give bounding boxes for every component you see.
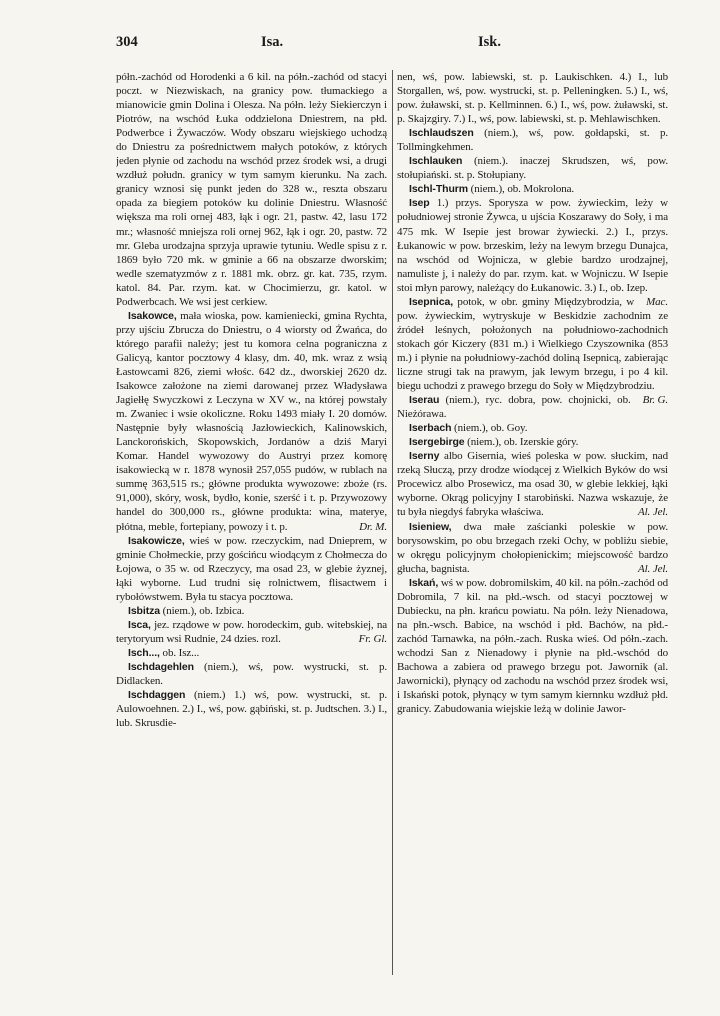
entry-headword: Ischlaudszen	[409, 127, 474, 140]
entry-headword: Isch...,	[128, 646, 160, 659]
entry-headword: Isieniew,	[409, 520, 452, 533]
entry-text: ob. Isz...	[159, 646, 200, 659]
entry	[116, 688, 387, 730]
entry-text: (niem.) 1.) wś, pow. wystrucki, st. p. Aulowoehnen. 2.) I., wś, pow. gąbiński, st. p. Judtschen. 3.) I., lub. Skrusdie-	[116, 689, 387, 730]
entry-signature: Fr. Gl.	[358, 632, 387, 645]
entry	[397, 421, 668, 435]
entry-signature: Dr. M.	[359, 520, 387, 533]
entry-text: (niem.), wś, pow. gołdapski, st. p. Tollmingkehmen.	[397, 127, 668, 154]
entry-text: (niem.), ob. Mokrolona.	[468, 183, 575, 196]
entry	[397, 393, 668, 421]
entry	[397, 182, 668, 196]
entry	[116, 604, 387, 618]
entry-text: wieś w pow. rzeczyckim, nad Dnieprem, w gminie Chołmeckie, przy gościńcu wiodącym z Chołmecza do Łojowa, o 35 w. od Rzeczycy, ma osad 23, w glebie żyznej, łąki wyborne. Lud trudni się rolnictwem, flisactwem i rybołówstwem. Była tu stacya pocztowa.	[116, 534, 387, 603]
right-column	[397, 70, 668, 1000]
entry-text: półn.-zachód od Horodenki a 6 kil. na półn.-zachód od stacyi poczt. w Niezwiskach, na granicy pow. tłumackiego a mianowicie gmin Dolina i Olesza. Na półn. leży Siekierczyn i Piotrów, na wschód Łuka oddzielona Dniestrem, na płd. Podwerbce i Żywaczów. Wody obszaru wiejskiego uchodzą do Dniestru za pośrednictwem małych potoków, z których jeden płynie od zachodu na wschód przez środek wsi, a drugi wzdłuż połudn. granicy w tym samym kierunku. Na zach. granicy wznosi się punkt jeden do 328 w., reszta obszaru opada za biegiem potoków ku dolinie Dniestru. Własność większa ma roli ornej 483, łąk i ogr. 21, pastw. 42, lasu 172 mr.; własność mniejsza roli ornej 962, łąk i ogr. 20, pastw. 72 mr. Gleba urodzajna sprzyja uprawie tytuniu. Wedle spisu z r. 1869 było 720 mk. w gminie a 66 na obszarze dworskim; wedle szematyzmów z r. 1881 mk. obrz. gr. kat. 735, rzym. katol. 84. Par. rzym. kat. w Chocimierzu, gr. katol. w Podwerbcach. We wsi jest cerkiew.	[116, 71, 387, 308]
entry-headword: Iskań,	[409, 576, 439, 589]
entry	[116, 534, 387, 604]
entry-headword: Isepnica,	[409, 295, 454, 308]
guide-word-right: Isk.	[478, 34, 501, 50]
entry	[397, 154, 668, 182]
entry	[116, 660, 387, 688]
entry	[397, 576, 668, 716]
entry	[397, 449, 668, 519]
entry-text: (niem.). inaczej Skrudszen, wś, pow. stołupiański. st. p. Stołupiany.	[397, 155, 668, 182]
entry-headword: Ischdaggen	[128, 689, 186, 702]
page-header	[116, 34, 656, 54]
entry-text: 1.) przys. Sporysza w pow. żywieckim, leży w południowej stronie Żywca, u ujścia Koszarawy do Soły, i ma 475 mk. W Isepie jest browar żywiecki. 2.) I., przys. Łukanowic w pow. brzeskim, leży na lewym brzegu Dunajca, na wschód od Wojnicza, w glebie bardzo urodzajnej, namuliste j, i należy do par. rzym. kat. w Wojniczu. W Isepie stoi młyn parowy, należący do Łukanowic. 3.) I., ob. Izep.	[397, 197, 668, 294]
entry-headword: Iserny	[409, 450, 440, 463]
entry-headword: Ischl-Thurm	[409, 183, 468, 196]
column-divider	[392, 70, 393, 975]
entry-text: albo Gisernia, wieś poleska w pow. słuckim, nad rzeką Słuczą, przy drodze wiodącej z Wielkich Byków do wsi Procewicz albo Prosewicz, ma osad 30, w glebie lekkiej, łąki wyborne. Okrąg policyjny I starobiński. Nazwa wskazuje, że tu była niegdyś fabryka właściwa.	[397, 450, 668, 519]
entry-headword: Iserau	[409, 394, 440, 407]
entry-headword: Isbitza	[128, 604, 160, 617]
guide-word-left: Isa.	[261, 34, 284, 50]
left-column	[116, 70, 387, 1000]
entry-signature: Al. Jel.	[637, 506, 668, 519]
entry	[397, 435, 668, 449]
entry	[116, 646, 387, 660]
entry-headword: Ischdagehlen	[128, 660, 194, 673]
entry	[397, 520, 668, 576]
entry-text: (niem.), wś, pow. wystrucki, st. p. Didlacken.	[116, 660, 387, 688]
entry-text: dwa małe zaścianki poleskie w pow. borysowskim, po obu brzegach rzeki Ochy, w pobliżu siebie, w okręgu policyjnym chołopienickim; miejscowość bardzo głucha, bagnista.	[397, 520, 668, 575]
entry-continuation	[116, 70, 387, 309]
page-number: 304	[116, 34, 138, 50]
entry-headword: Iserbach	[409, 422, 452, 435]
entry-headword: Isakowicze,	[128, 534, 185, 547]
entry-text: (niem.), ob. Goy.	[451, 422, 528, 435]
entry-headword: Isca,	[128, 618, 151, 631]
entry-continuation	[397, 70, 668, 126]
entry-headword: Isep	[409, 197, 430, 210]
entry-signature: Al. Jel.	[637, 562, 668, 575]
entry	[397, 126, 668, 154]
entry-text: (niem.), ob. Izbica.	[159, 604, 245, 617]
entry-headword: Isergebirge	[409, 436, 465, 449]
entry-text: nen, wś, pow. labiewski, st. p. Laukischken. 4.) I., lub Storgallen, wś, pow. wystrucki, st. p. Pelleningken. 5.) I., wś, pow. żuławski, st. p. Kellminnen. 6.) I., wś, pow. żuławski, st. p. Skajzgiry. 7.) I., wś, pow. labiewski, st. p. Mehlawischken.	[397, 71, 668, 126]
entry-text: wś w pow. dobromilskim, 40 kil. na półn.-zachód od Dobromila, 7 kil. na płd.-wsch. od stacyi pocztowej w Dubiecku, na płn. krańcu powiatu. Na półn. leży Nienadowa, na płn.-wsch. Babice, na wschód i płd. Bachów, na płd.-zachód Tarnawka, na półn.-zach. Ruska wieś. Od półn.-zach. wchodzi San z Nienadowy i płynie na płd.-wschód do Bachowa a zabiera od prawego brzegu pot. Jawornik (al. Jawornicki), płynący od zachodu na wschód przez środek wsi, i Iskański potok, płynący w tym samym kiernnku wzdłuż płd. granicy. Zabudowania wiejskie leżą w dolinie Jawor-	[397, 576, 668, 716]
entry-signature: Br. G.	[642, 394, 668, 407]
entry-text: (niem.), ob. Izerskie góry.	[464, 436, 579, 449]
entry-headword: Ischlauken	[409, 155, 463, 168]
entry-text: potok, w obr. gminy Międzybrodzia, w pow. żywieckim, wytryskuje w Beskidzie zachodnim ze źródeł leśnych, położonych na południowo-zachodnich stokach gór Kiczery (831 m.) i Wielkiego Czyszownika (853 m.) i płynie na południowy-zachód doliną Isepnicą, zabierając liczne strugi tak na prawym, jak lewym brzegu, i po 4 kil. biegu uchodzi z prawego brzegu do Soły w Międzybrodziu.	[397, 295, 668, 393]
entry-text: jez. rządowe w pow. horodeckim, gub. witebskiej, na terytoryum wsi Rudnie, 24 dzies. rozl.	[116, 618, 387, 645]
entry-headword: Isakowce,	[128, 309, 177, 322]
entry	[116, 618, 387, 646]
entry-signature: Mac.	[646, 295, 668, 308]
entry	[116, 309, 387, 534]
entry-text: (niem.), ryc. dobra, pow. chojnicki, ob. Nieżórawa.	[397, 394, 631, 421]
entry-text: mała wioska, pow. kamieniecki, gmina Rychta, przy ujściu Zbrucza do Dniestru, o 4 wiorsty od Żwańca, do którego parafii należy; jest tu komora celna pograniczna z Galicyą, kantor pocztowy 4 klasy, dm. 40, mk. wraz z wsią Łastowcami 826, ziemi włośc. 642 dz., dworskiej 2620 dz. Isakowce założone na ziemi darowanej przez Władysława Jagiełłę Swyczkowi z Leczyna w XV w., na której powstały m. Zwaniec i wsie okoliczne. Roku 1493 miały I. 20 domów. Następnie były własnością Jazłowieckich, Kalinowskich, Lanckorońskich, Skopowskich, Jordanów a dziś Maryi Komar. Handel wywozowy do Austryi przez komorę isakowiecką w r. 1878 wynosił 257,055 pudów, w rublach na summę 363,515 rs.; główne produkta wywozowe: zboże (rs. 91,000), skóry, wosk, bydło, konie, szerść i t. p. Przywozowy handel do 300,000 rs., główne produkta: wina, materye, płótna, meble, fortepiany, powozy i t. p.	[116, 309, 387, 533]
